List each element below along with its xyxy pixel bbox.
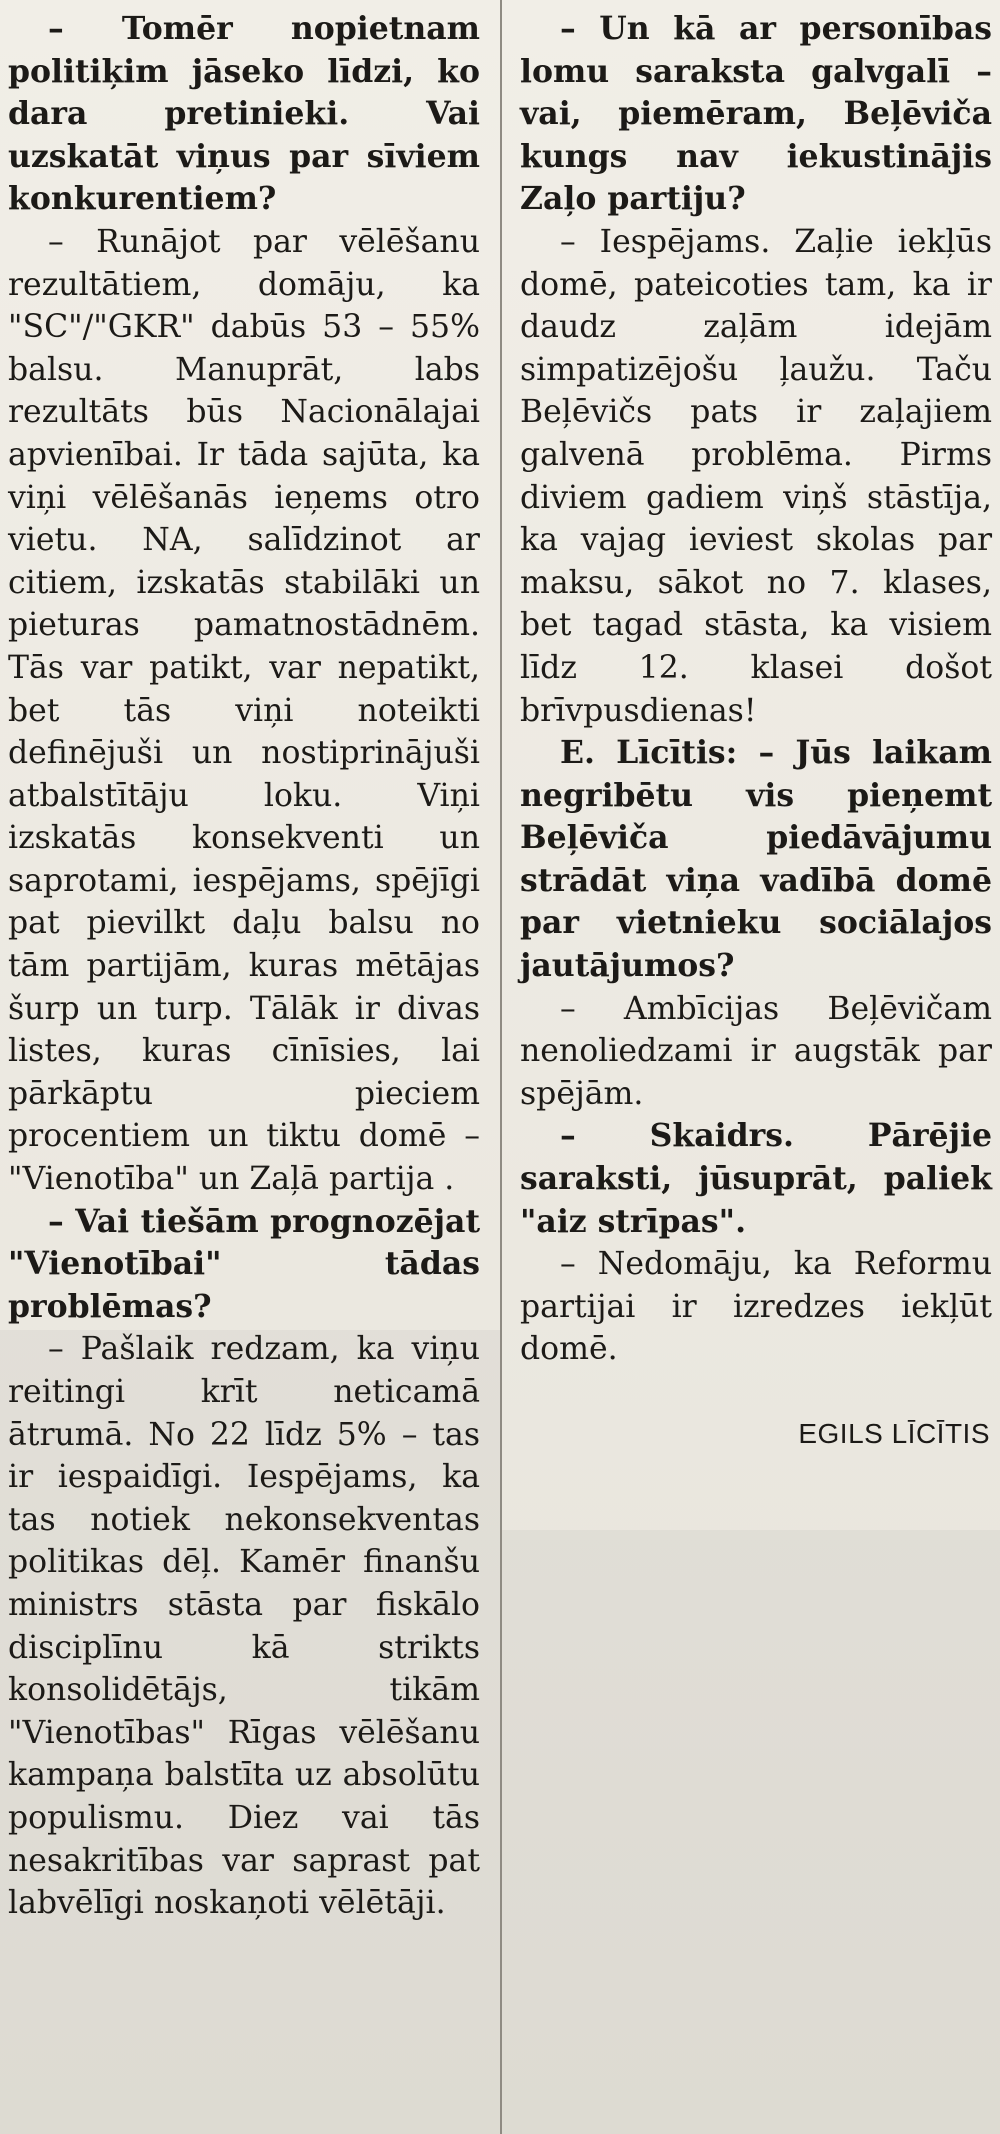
right-column [520, 8, 992, 1456]
paper-shadow [502, 1530, 1000, 2134]
interview-answer: – Nedomāju, ka Reformu partijai ir izredzes iekļūt domē. [520, 1246, 992, 1368]
author-signature: EGILS LĪCĪTIS [798, 1418, 990, 1449]
interview-answer: – Pašlaik redzam, ka viņu reitingi krīt neticamā ātrumā. No 22 līdz 5% – tas ir iespaidīgi. Iespējams, ka tas notiek nekonsekventas politikas dēļ. Kamēr finanšu ministrs stāsta par fiskālo disciplīnu kā strikts konsolidētājs, tikām "Vienotības" Rīgas vēlēšanu kampaņa balstīta uz absolūtu populismu. Diez vai tās nesakritības var saprast pat labvēlīgi noskaņoti vēlētāji. [8, 1331, 480, 1922]
interview-answer: – Runājot par vēlēšanu rezultātiem, domāju, ka "SC"/"GKR" dabūs 53 – 55% balsu. Manuprāt, labs rezultāts būs Nacionālajai apvienībai. Ir tāda sajūta, ka viņi vēlēšanās ieņems otro vietu. NA, salīdzinot ar citiem, izskatās stabilāki un pieturas pamatnostādnēm. Tās var patikt, var nepatikt, bet tās viņi noteikti definējuši un nostiprinājuši atbalstītāju loku. Viņi izskatās konsekventi un saprotami, iespējams, spējīgi pat pievilkt daļu balsu no tām partijām, kuras mētājas šurp un turp. Tālāk ir divas listes, kuras cīnīsies, lai pārkāptu pieciem procentiem un tiktu domē – "Vienotība" un Zaļā partija . [8, 223, 480, 1198]
interview-answer: – Ambīcijas Beļēvičam nenoliedzami ir augstāk par spējām. [520, 990, 992, 1112]
column-divider [500, 0, 502, 2134]
interview-question: – Un kā ar personības lomu saraksta galvgalī – vai, piemēram, Beļēviča kungs nav iekustinājis Zaļo partiju? [520, 10, 992, 218]
interview-question: – Vai tiešām prognozējat "Vienotībai" tādas problēmas? [8, 1202, 480, 1325]
interview-answer: – Iespējams. Zaļie iekļūs domē, pateicoties tam, ka ir daudz zaļām idejām simpatizējošu ļaužu. Taču Beļēvičs pats ir zaļajiem galvenā problēma. Pirms diviem gadiem viņš stāstīja, ka vajag ieviest skolas par maksu, sākot no 7. klases, bet tagad stāsta, ka visiem līdz 12. klasei došot brīvpusdienas! [520, 223, 992, 729]
interview-question: – Skaidrs. Pārējie saraksti, jūsuprāt, paliek "aiz strīpas". [520, 1117, 992, 1240]
interview-question: – Tomēr nopietnam politiķim jāseko līdzi, ko dara pretinieki. Vai uzskatāt viņus par sīviem konkurentiem? [8, 10, 480, 218]
left-column [8, 8, 480, 1925]
interview-question: E. Līcītis: – Jūs laikam negribētu vis pieņemt Beļēviča piedāvājumu strādāt viņa vadībā domē par vietnieku sociālajos jautājumos? [520, 734, 992, 985]
